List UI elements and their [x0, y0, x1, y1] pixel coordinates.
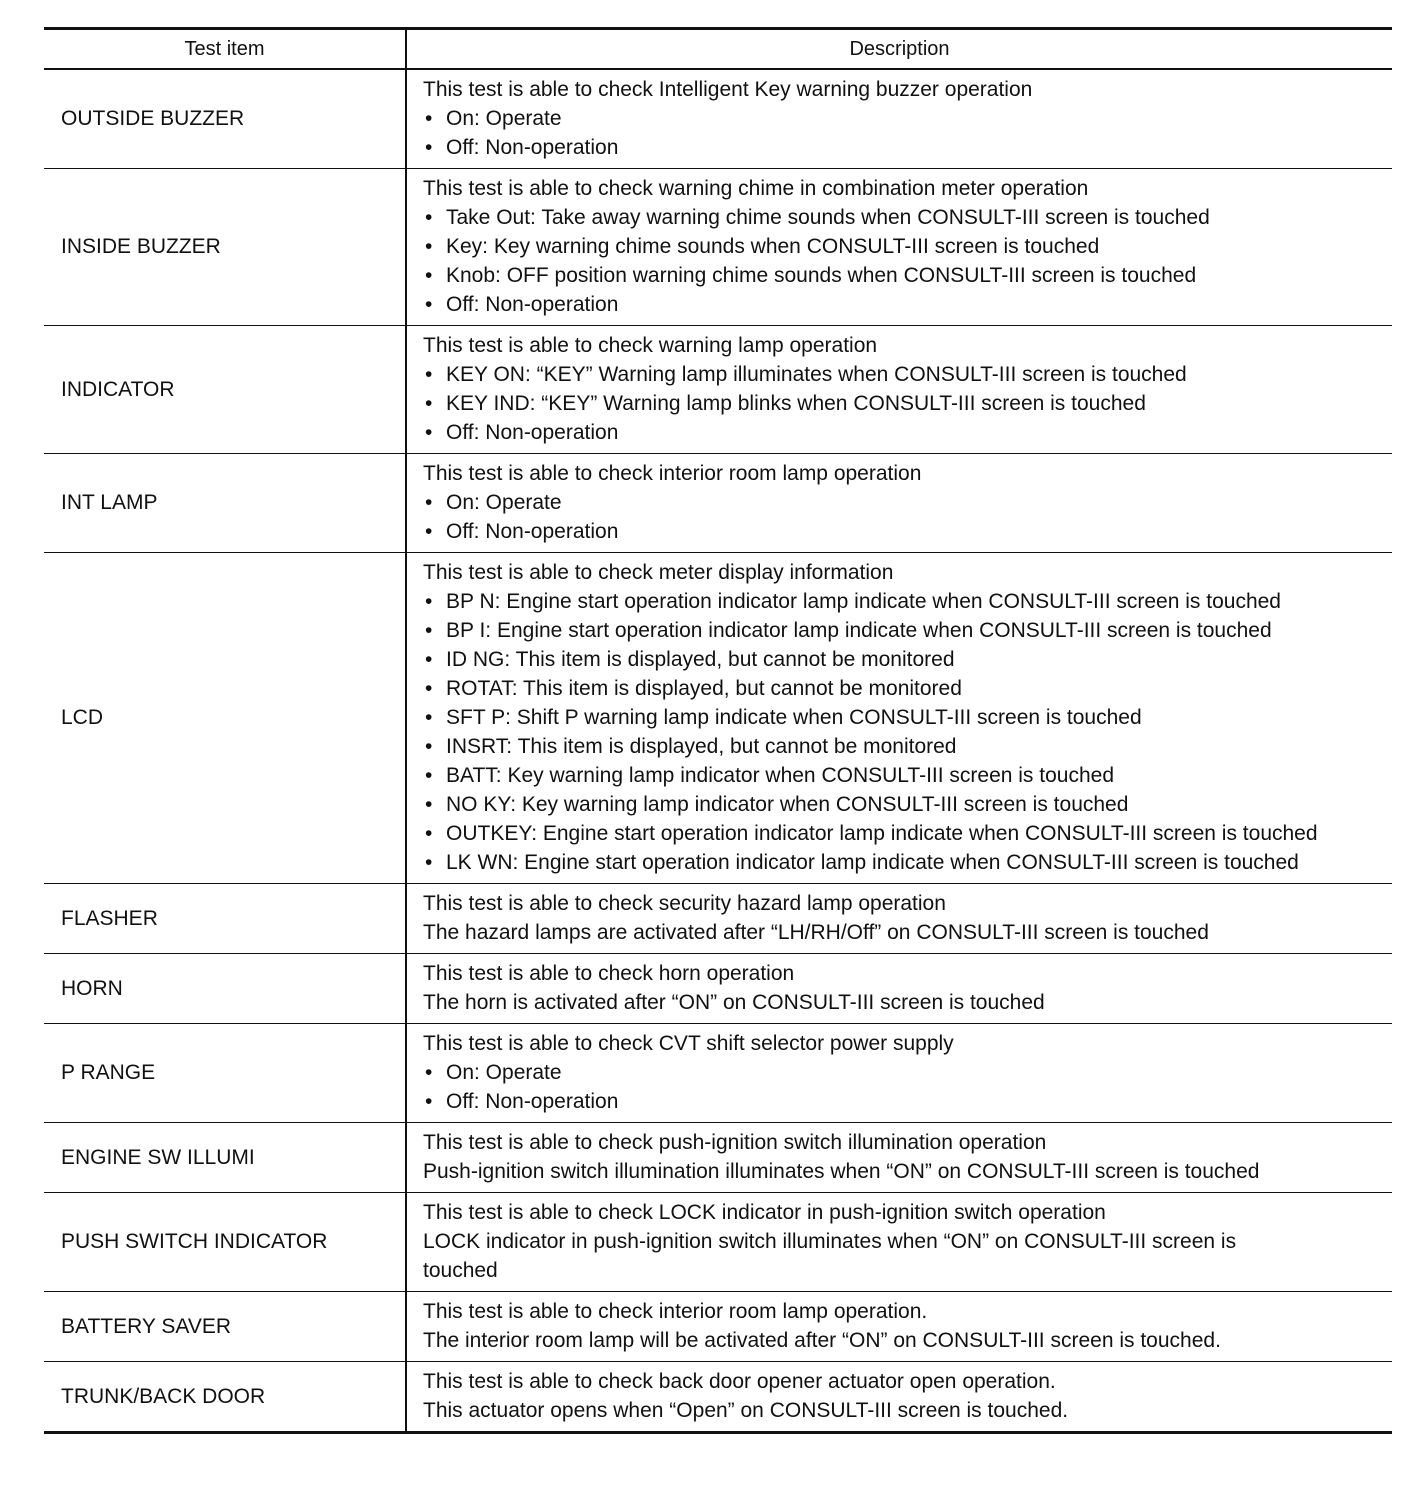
description-intro: This test is able to check CVT shift selector power supply — [423, 1032, 954, 1055]
description-cell — [406, 553, 1392, 884]
description-bullet: • On: Operate — [423, 1058, 1388, 1087]
table-row — [44, 954, 1392, 1024]
description-intro: This test is able to check Intelligent Key warning buzzer operation — [423, 78, 1033, 101]
description-bullet: • Off: Non-operation — [423, 133, 1388, 162]
description-line: Push-ignition switch illumination illuminates when “ON” on CONSULT-III screen is touched — [423, 1160, 1260, 1183]
active-test-table — [44, 27, 1392, 1434]
description-bullet: • Key: Key warning chime sounds when CONSULT-III screen is touched — [423, 232, 1388, 261]
description-cell — [406, 1193, 1392, 1292]
table-row — [44, 553, 1392, 884]
description-intro: This test is able to check warning lamp operation — [423, 334, 878, 357]
table-body — [44, 69, 1392, 1433]
description-intro: This test is able to check warning chime in combination meter operation — [423, 177, 1089, 200]
description-bullet: • KEY ON: “KEY” Warning lamp illuminates when CONSULT-III screen is touched — [423, 360, 1388, 389]
description-bullet: • NO KY: Key warning lamp indicator when CONSULT-III screen is touched — [423, 790, 1388, 819]
description-bullet: • Off: Non-operation — [423, 1087, 1388, 1116]
test-item-cell: PUSH SWITCH INDICATOR — [44, 1193, 406, 1292]
test-item-cell: INT LAMP — [44, 454, 406, 553]
description-bullet: • On: Operate — [423, 488, 1388, 517]
table-row — [44, 1193, 1392, 1292]
description-cell — [406, 1362, 1392, 1433]
test-item-cell: BATTERY SAVER — [44, 1292, 406, 1362]
table-row — [44, 1292, 1392, 1362]
description-cell — [406, 1292, 1392, 1362]
description-cell — [406, 1024, 1392, 1123]
description-bullet: • KEY IND: “KEY” Warning lamp blinks when CONSULT-III screen is touched — [423, 389, 1388, 418]
test-item-cell: INDICATOR — [44, 326, 406, 454]
description-line: This test is able to check horn operation — [423, 962, 795, 985]
description-cell — [406, 169, 1392, 326]
table-row — [44, 1123, 1392, 1193]
description-line: The horn is activated after “ON” on CONSULT-III screen is touched — [423, 991, 1045, 1014]
description-cell — [406, 884, 1392, 954]
description-line: This test is able to check push-ignition switch illumination operation — [423, 1131, 1047, 1154]
header-description: Description — [849, 37, 950, 60]
description-bullet: • OUTKEY: Engine start operation indicator lamp indicate when CONSULT-III screen is touched — [423, 819, 1388, 848]
description-bullet: • BP N: Engine start operation indicator lamp indicate when CONSULT-III screen is touched — [423, 587, 1388, 616]
description-bullet: • BATT: Key warning lamp indicator when CONSULT-III screen is touched — [423, 761, 1388, 790]
table-row — [44, 326, 1392, 454]
table-row — [44, 69, 1392, 169]
description-intro: This test is able to check meter display information — [423, 561, 894, 584]
test-item-cell: INSIDE BUZZER — [44, 169, 406, 326]
test-item-cell: ENGINE SW ILLUMI — [44, 1123, 406, 1193]
description-bullet: • Take Out: Take away warning chime sounds when CONSULT-III screen is touched — [423, 203, 1388, 232]
description-bullet: • Off: Non-operation — [423, 290, 1388, 319]
description-bullet: • BP I: Engine start operation indicator lamp indicate when CONSULT-III screen is touched — [423, 616, 1388, 645]
test-item-cell: TRUNK/BACK DOOR — [44, 1362, 406, 1433]
header-test-item: Test item — [44, 29, 406, 70]
description-bullet: • SFT P: Shift P warning lamp indicate when CONSULT-III screen is touched — [423, 703, 1388, 732]
description-line: This test is able to check LOCK indicator in push-ignition switch operation — [423, 1201, 1106, 1224]
table-header-row — [44, 29, 1392, 70]
description-bullet: • ROTAT: This item is displayed, but cannot be monitored — [423, 674, 1388, 703]
description-line: The hazard lamps are activated after “LH/RH/Off” on CONSULT-III screen is touched — [423, 921, 1209, 944]
test-item-cell: P RANGE — [44, 1024, 406, 1123]
description-cell — [406, 69, 1392, 169]
description-cell — [406, 954, 1392, 1024]
description-bullet: • INSRT: This item is displayed, but cannot be monitored — [423, 732, 1388, 761]
description-bullet: • On: Operate — [423, 104, 1388, 133]
test-item-cell: FLASHER — [44, 884, 406, 954]
description-line: This test is able to check interior room lamp operation. — [423, 1300, 928, 1323]
description-line: This actuator opens when “Open” on CONSULT-III screen is touched. — [423, 1399, 1069, 1422]
description-bullet: • Knob: OFF position warning chime sounds when CONSULT-III screen is touched — [423, 261, 1388, 290]
description-line: The interior room lamp will be activated after “ON” on CONSULT-III screen is touched. — [423, 1329, 1221, 1352]
description-line: This test is able to check back door opener actuator open operation. — [423, 1370, 1056, 1393]
description-bullet: • Off: Non-operation — [423, 517, 1388, 546]
description-cell — [406, 454, 1392, 553]
description-cell — [406, 1123, 1392, 1193]
description-cell — [406, 326, 1392, 454]
description-line: LOCK indicator in push-ignition switch illuminates when “ON” on CONSULT-III screen is — [423, 1230, 1237, 1253]
description-bullet: • Off: Non-operation — [423, 418, 1388, 447]
description-intro: This test is able to check interior room lamp operation — [423, 462, 922, 485]
test-item-cell: LCD — [44, 553, 406, 884]
table-row — [44, 454, 1392, 553]
table-row — [44, 884, 1392, 954]
table-row — [44, 169, 1392, 326]
test-item-cell: OUTSIDE BUZZER — [44, 69, 406, 169]
test-item-cell: HORN — [44, 954, 406, 1024]
description-bullet: • LK WN: Engine start operation indicator lamp indicate when CONSULT-III screen is touched — [423, 848, 1388, 877]
table-row — [44, 1362, 1392, 1433]
table-row — [44, 1024, 1392, 1123]
description-line: This test is able to check security hazard lamp operation — [423, 892, 946, 915]
description-bullet: • ID NG: This item is displayed, but cannot be monitored — [423, 645, 1388, 674]
description-line: touched — [423, 1259, 498, 1282]
